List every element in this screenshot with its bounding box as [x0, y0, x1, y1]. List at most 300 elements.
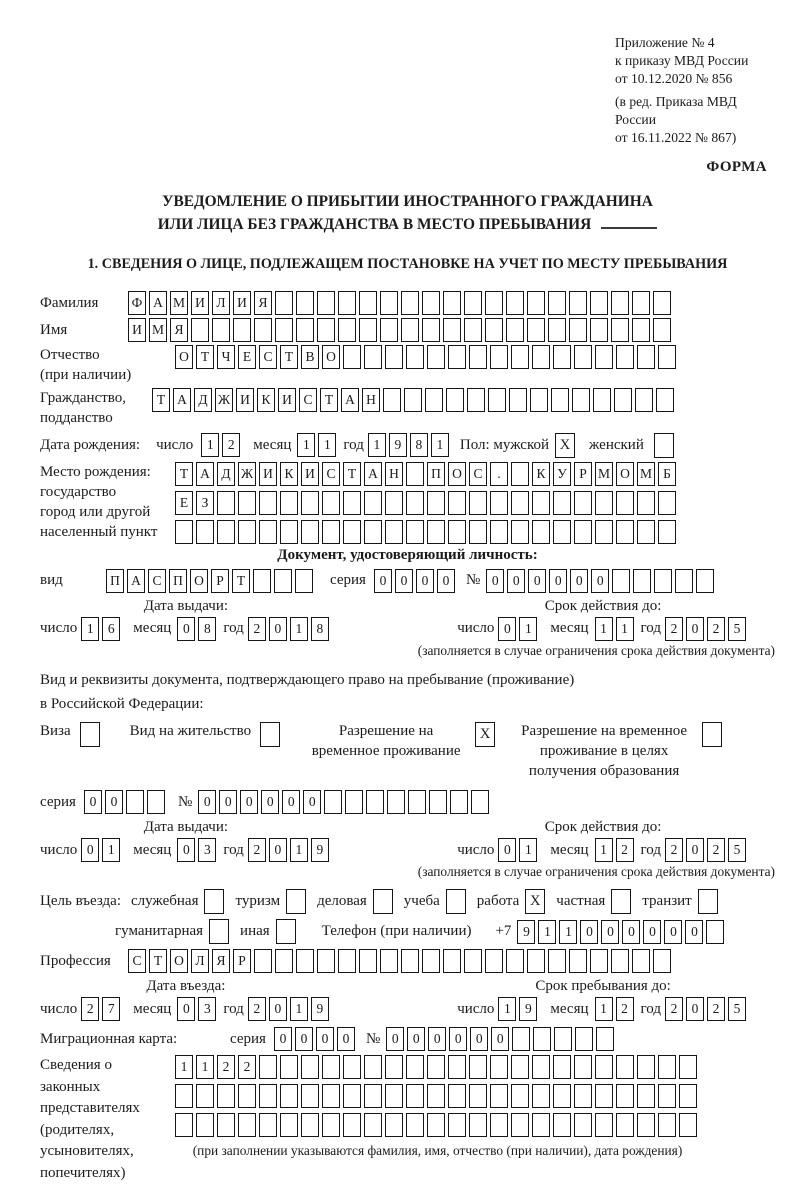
char-box[interactable] — [616, 520, 634, 544]
char-box[interactable]: В — [301, 345, 319, 369]
char-box[interactable] — [280, 1055, 298, 1079]
char-box[interactable] — [616, 1084, 634, 1108]
char-box[interactable] — [343, 1084, 361, 1108]
char-box[interactable] — [364, 1055, 382, 1079]
char-box[interactable]: Т — [152, 388, 170, 412]
char-box[interactable] — [574, 1084, 592, 1108]
char-box[interactable] — [280, 1084, 298, 1108]
char-box[interactable] — [553, 345, 571, 369]
char-box[interactable] — [658, 491, 676, 515]
char-box[interactable]: 9 — [311, 838, 329, 862]
char-box[interactable] — [385, 345, 403, 369]
char-box[interactable] — [675, 569, 693, 593]
char-box[interactable] — [637, 491, 655, 515]
char-box[interactable] — [448, 520, 466, 544]
char-box[interactable] — [696, 569, 714, 593]
char-box[interactable]: Т — [175, 462, 193, 486]
char-box[interactable] — [280, 1113, 298, 1137]
char-box[interactable]: 8 — [311, 617, 329, 641]
char-box[interactable] — [238, 520, 256, 544]
char-box[interactable]: И — [236, 388, 254, 412]
char-box[interactable]: П — [427, 462, 445, 486]
char-box[interactable]: 0 — [601, 920, 619, 944]
char-box[interactable]: К — [280, 462, 298, 486]
char-box[interactable] — [406, 520, 424, 544]
char-box[interactable]: 0 — [177, 617, 195, 641]
char-box[interactable] — [574, 345, 592, 369]
char-box[interactable]: 1 — [595, 838, 613, 862]
char-box[interactable]: 8 — [198, 617, 216, 641]
char-box[interactable] — [632, 318, 650, 342]
char-box[interactable]: 2 — [248, 838, 266, 862]
char-box[interactable] — [530, 388, 548, 412]
temp-residence-checkbox[interactable]: X — [475, 722, 495, 747]
char-box[interactable]: 2 — [81, 997, 99, 1021]
char-box[interactable] — [569, 318, 587, 342]
char-box[interactable] — [364, 520, 382, 544]
char-box[interactable] — [450, 790, 468, 814]
char-box[interactable]: Л — [191, 949, 209, 973]
char-box[interactable] — [511, 491, 529, 515]
char-box[interactable]: 1 — [102, 838, 120, 862]
purpose-business-checkbox[interactable] — [373, 889, 393, 914]
char-box[interactable] — [469, 345, 487, 369]
char-box[interactable]: Е — [238, 345, 256, 369]
char-box[interactable]: О — [170, 949, 188, 973]
char-box[interactable] — [574, 491, 592, 515]
char-box[interactable]: 0 — [269, 617, 287, 641]
char-box[interactable] — [464, 318, 482, 342]
char-box[interactable] — [658, 520, 676, 544]
sex-female-checkbox[interactable] — [654, 433, 674, 458]
char-box[interactable]: 2 — [616, 838, 634, 862]
char-box[interactable]: 0 — [386, 1027, 404, 1051]
char-box[interactable] — [635, 388, 653, 412]
char-box[interactable]: 1 — [616, 617, 634, 641]
char-box[interactable]: М — [170, 291, 188, 315]
char-box[interactable] — [527, 318, 545, 342]
char-box[interactable] — [553, 1113, 571, 1137]
char-box[interactable]: 9 — [389, 433, 407, 457]
char-box[interactable]: 0 — [428, 1027, 446, 1051]
char-box[interactable] — [338, 949, 356, 973]
char-box[interactable]: 2 — [217, 1055, 235, 1079]
char-box[interactable] — [259, 1055, 277, 1079]
char-box[interactable] — [611, 318, 629, 342]
char-box[interactable]: 0 — [374, 569, 392, 593]
sex-male-checkbox[interactable]: X — [555, 433, 575, 458]
char-box[interactable] — [259, 1113, 277, 1137]
char-box[interactable] — [448, 1084, 466, 1108]
char-box[interactable]: Ж — [215, 388, 233, 412]
char-box[interactable] — [569, 949, 587, 973]
purpose-study-checkbox[interactable] — [446, 889, 466, 914]
char-box[interactable]: 1 — [595, 617, 613, 641]
char-box[interactable]: 1 — [519, 617, 537, 641]
char-box[interactable]: П — [169, 569, 187, 593]
char-box[interactable]: 2 — [707, 617, 725, 641]
char-box[interactable] — [126, 790, 144, 814]
char-box[interactable] — [595, 491, 613, 515]
char-box[interactable] — [295, 569, 313, 593]
char-box[interactable]: Т — [149, 949, 167, 973]
char-box[interactable] — [364, 491, 382, 515]
char-box[interactable] — [574, 1113, 592, 1137]
char-box[interactable] — [254, 318, 272, 342]
char-box[interactable]: А — [341, 388, 359, 412]
char-box[interactable] — [147, 790, 165, 814]
char-box[interactable]: 9 — [519, 997, 537, 1021]
char-box[interactable]: 0 — [686, 997, 704, 1021]
char-box[interactable] — [679, 1084, 697, 1108]
char-box[interactable]: С — [469, 462, 487, 486]
char-box[interactable]: Я — [170, 318, 188, 342]
purpose-transit-checkbox[interactable] — [698, 889, 718, 914]
char-box[interactable] — [275, 291, 293, 315]
char-box[interactable] — [401, 291, 419, 315]
char-box[interactable] — [706, 920, 724, 944]
char-box[interactable]: И — [128, 318, 146, 342]
char-box[interactable] — [406, 1084, 424, 1108]
char-box[interactable] — [217, 520, 235, 544]
char-box[interactable] — [359, 291, 377, 315]
char-box[interactable]: 0 — [177, 838, 195, 862]
char-box[interactable]: 2 — [248, 997, 266, 1021]
char-box[interactable] — [575, 1027, 593, 1051]
char-box[interactable] — [322, 1113, 340, 1137]
char-box[interactable]: Т — [320, 388, 338, 412]
char-box[interactable] — [469, 520, 487, 544]
purpose-other-checkbox[interactable] — [276, 919, 296, 944]
char-box[interactable] — [217, 1113, 235, 1137]
char-box[interactable]: 2 — [665, 997, 683, 1021]
purpose-work-checkbox[interactable]: X — [525, 889, 545, 914]
char-box[interactable]: 0 — [437, 569, 455, 593]
char-box[interactable] — [443, 949, 461, 973]
purpose-private-checkbox[interactable] — [611, 889, 631, 914]
char-box[interactable] — [511, 345, 529, 369]
char-box[interactable] — [553, 520, 571, 544]
char-box[interactable]: О — [322, 345, 340, 369]
char-box[interactable] — [427, 1055, 445, 1079]
char-box[interactable] — [301, 520, 319, 544]
char-box[interactable]: Я — [254, 291, 272, 315]
char-box[interactable]: 2 — [665, 838, 683, 862]
char-box[interactable]: . — [490, 462, 508, 486]
char-box[interactable] — [612, 569, 630, 593]
char-box[interactable]: 1 — [297, 433, 315, 457]
char-box[interactable]: 0 — [269, 997, 287, 1021]
char-box[interactable]: 5 — [728, 997, 746, 1021]
char-box[interactable] — [443, 291, 461, 315]
char-box[interactable]: 0 — [643, 920, 661, 944]
purpose-tourism-checkbox[interactable] — [286, 889, 306, 914]
temp-residence-edu-checkbox[interactable] — [702, 722, 722, 747]
char-box[interactable] — [658, 1113, 676, 1137]
char-box[interactable]: 0 — [580, 920, 598, 944]
char-box[interactable] — [406, 1113, 424, 1137]
char-box[interactable] — [301, 491, 319, 515]
char-box[interactable]: 5 — [728, 617, 746, 641]
char-box[interactable]: А — [364, 462, 382, 486]
char-box[interactable] — [317, 291, 335, 315]
char-box[interactable] — [490, 491, 508, 515]
char-box[interactable] — [259, 1084, 277, 1108]
char-box[interactable] — [469, 1113, 487, 1137]
char-box[interactable] — [385, 1084, 403, 1108]
char-box[interactable] — [275, 949, 293, 973]
char-box[interactable]: С — [148, 569, 166, 593]
char-box[interactable] — [532, 1084, 550, 1108]
char-box[interactable]: Б — [658, 462, 676, 486]
char-box[interactable] — [574, 520, 592, 544]
char-box[interactable] — [364, 1084, 382, 1108]
char-box[interactable] — [448, 1113, 466, 1137]
char-box[interactable] — [533, 1027, 551, 1051]
char-box[interactable] — [637, 1055, 655, 1079]
char-box[interactable] — [572, 388, 590, 412]
char-box[interactable]: 1 — [81, 617, 99, 641]
char-box[interactable]: 0 — [549, 569, 567, 593]
char-box[interactable] — [614, 388, 632, 412]
char-box[interactable]: З — [196, 491, 214, 515]
char-box[interactable] — [217, 1084, 235, 1108]
char-box[interactable]: 1 — [519, 838, 537, 862]
char-box[interactable]: С — [259, 345, 277, 369]
char-box[interactable] — [512, 1027, 530, 1051]
char-box[interactable]: 0 — [219, 790, 237, 814]
char-box[interactable]: И — [301, 462, 319, 486]
char-box[interactable]: Т — [280, 345, 298, 369]
char-box[interactable] — [385, 491, 403, 515]
char-box[interactable] — [596, 1027, 614, 1051]
char-box[interactable] — [616, 1055, 634, 1079]
char-box[interactable] — [490, 1084, 508, 1108]
char-box[interactable]: 1 — [201, 433, 219, 457]
char-box[interactable] — [280, 491, 298, 515]
char-box[interactable] — [464, 291, 482, 315]
char-box[interactable]: 0 — [177, 997, 195, 1021]
char-box[interactable] — [275, 318, 293, 342]
char-box[interactable]: Т — [196, 345, 214, 369]
char-box[interactable] — [175, 520, 193, 544]
char-box[interactable]: Е — [175, 491, 193, 515]
char-box[interactable]: Ф — [128, 291, 146, 315]
char-box[interactable]: 0 — [105, 790, 123, 814]
char-box[interactable]: 0 — [570, 569, 588, 593]
char-box[interactable] — [467, 388, 485, 412]
char-box[interactable] — [238, 1113, 256, 1137]
char-box[interactable]: 1 — [318, 433, 336, 457]
char-box[interactable]: 1 — [559, 920, 577, 944]
char-box[interactable]: 2 — [238, 1055, 256, 1079]
char-box[interactable] — [343, 1113, 361, 1137]
char-box[interactable]: 9 — [517, 920, 535, 944]
char-box[interactable]: 1 — [595, 997, 613, 1021]
char-box[interactable]: 0 — [507, 569, 525, 593]
char-box[interactable] — [175, 1084, 193, 1108]
char-box[interactable]: 0 — [295, 1027, 313, 1051]
char-box[interactable] — [590, 291, 608, 315]
char-box[interactable] — [637, 1113, 655, 1137]
char-box[interactable] — [511, 1113, 529, 1137]
char-box[interactable]: 0 — [591, 569, 609, 593]
purpose-official-checkbox[interactable] — [204, 889, 224, 914]
char-box[interactable]: А — [196, 462, 214, 486]
char-box[interactable] — [448, 345, 466, 369]
char-box[interactable]: О — [190, 569, 208, 593]
char-box[interactable] — [427, 1113, 445, 1137]
char-box[interactable] — [422, 949, 440, 973]
char-box[interactable] — [345, 790, 363, 814]
char-box[interactable]: 0 — [622, 920, 640, 944]
char-box[interactable]: 1 — [290, 617, 308, 641]
char-box[interactable]: И — [259, 462, 277, 486]
char-box[interactable] — [616, 491, 634, 515]
char-box[interactable] — [637, 520, 655, 544]
char-box[interactable] — [511, 520, 529, 544]
char-box[interactable]: Л — [212, 291, 230, 315]
char-box[interactable]: М — [595, 462, 613, 486]
char-box[interactable] — [296, 291, 314, 315]
char-box[interactable]: 0 — [269, 838, 287, 862]
char-box[interactable] — [359, 318, 377, 342]
char-box[interactable]: И — [191, 291, 209, 315]
char-box[interactable] — [406, 1055, 424, 1079]
char-box[interactable] — [595, 1055, 613, 1079]
char-box[interactable] — [553, 1084, 571, 1108]
char-box[interactable]: О — [175, 345, 193, 369]
char-box[interactable] — [590, 949, 608, 973]
char-box[interactable] — [658, 345, 676, 369]
char-box[interactable] — [385, 520, 403, 544]
char-box[interactable] — [338, 318, 356, 342]
char-box[interactable] — [469, 1084, 487, 1108]
char-box[interactable] — [679, 1055, 697, 1079]
char-box[interactable]: Д — [217, 462, 235, 486]
char-box[interactable] — [301, 1055, 319, 1079]
char-box[interactable] — [380, 318, 398, 342]
char-box[interactable] — [427, 491, 445, 515]
char-box[interactable] — [196, 1113, 214, 1137]
char-box[interactable] — [191, 318, 209, 342]
char-box[interactable]: Я — [212, 949, 230, 973]
char-box[interactable] — [616, 345, 634, 369]
char-box[interactable] — [343, 491, 361, 515]
char-box[interactable] — [611, 291, 629, 315]
char-box[interactable] — [343, 520, 361, 544]
char-box[interactable]: 0 — [686, 838, 704, 862]
char-box[interactable]: 2 — [665, 617, 683, 641]
char-box[interactable] — [238, 1084, 256, 1108]
char-box[interactable] — [274, 569, 292, 593]
char-box[interactable] — [490, 1113, 508, 1137]
char-box[interactable] — [616, 1113, 634, 1137]
char-box[interactable]: 0 — [686, 617, 704, 641]
char-box[interactable] — [343, 1055, 361, 1079]
char-box[interactable] — [532, 491, 550, 515]
char-box[interactable] — [532, 1113, 550, 1137]
char-box[interactable] — [506, 291, 524, 315]
char-box[interactable]: 3 — [198, 997, 216, 1021]
char-box[interactable]: М — [637, 462, 655, 486]
char-box[interactable] — [532, 1055, 550, 1079]
char-box[interactable]: 0 — [316, 1027, 334, 1051]
char-box[interactable] — [446, 388, 464, 412]
char-box[interactable] — [233, 318, 251, 342]
char-box[interactable]: Ч — [217, 345, 235, 369]
char-box[interactable] — [595, 520, 613, 544]
char-box[interactable]: Р — [211, 569, 229, 593]
char-box[interactable]: 1 — [538, 920, 556, 944]
char-box[interactable]: 0 — [303, 790, 321, 814]
char-box[interactable]: 0 — [416, 569, 434, 593]
char-box[interactable] — [196, 1084, 214, 1108]
char-box[interactable]: С — [299, 388, 317, 412]
char-box[interactable] — [322, 1055, 340, 1079]
char-box[interactable]: 0 — [282, 790, 300, 814]
char-box[interactable] — [343, 345, 361, 369]
char-box[interactable] — [658, 1084, 676, 1108]
char-box[interactable] — [637, 1084, 655, 1108]
char-box[interactable]: Д — [194, 388, 212, 412]
char-box[interactable] — [338, 291, 356, 315]
char-box[interactable] — [527, 949, 545, 973]
char-box[interactable]: 0 — [685, 920, 703, 944]
purpose-humanitarian-checkbox[interactable] — [209, 919, 229, 944]
char-box[interactable]: 0 — [261, 790, 279, 814]
visa-checkbox[interactable] — [80, 722, 100, 747]
char-box[interactable] — [406, 462, 424, 486]
char-box[interactable] — [259, 520, 277, 544]
char-box[interactable] — [490, 520, 508, 544]
char-box[interactable] — [427, 1084, 445, 1108]
char-box[interactable] — [511, 1055, 529, 1079]
char-box[interactable] — [425, 388, 443, 412]
char-box[interactable] — [469, 491, 487, 515]
char-box[interactable]: 5 — [728, 838, 746, 862]
char-box[interactable]: Р — [574, 462, 592, 486]
char-box[interactable] — [301, 1084, 319, 1108]
char-box[interactable]: 0 — [337, 1027, 355, 1051]
char-box[interactable] — [633, 569, 651, 593]
char-box[interactable]: 0 — [528, 569, 546, 593]
char-box[interactable] — [653, 949, 671, 973]
char-box[interactable]: 0 — [198, 790, 216, 814]
char-box[interactable] — [301, 1113, 319, 1137]
char-box[interactable] — [471, 790, 489, 814]
char-box[interactable] — [448, 491, 466, 515]
char-box[interactable] — [212, 318, 230, 342]
char-box[interactable]: 0 — [486, 569, 504, 593]
char-box[interactable] — [658, 1055, 676, 1079]
char-box[interactable] — [593, 388, 611, 412]
char-box[interactable] — [656, 388, 674, 412]
char-box[interactable]: У — [553, 462, 571, 486]
char-box[interactable] — [548, 291, 566, 315]
char-box[interactable] — [422, 318, 440, 342]
char-box[interactable] — [632, 949, 650, 973]
char-box[interactable]: 0 — [240, 790, 258, 814]
char-box[interactable]: 2 — [707, 997, 725, 1021]
char-box[interactable] — [401, 318, 419, 342]
char-box[interactable]: 1 — [431, 433, 449, 457]
char-box[interactable]: 0 — [470, 1027, 488, 1051]
char-box[interactable]: 2 — [222, 433, 240, 457]
char-box[interactable] — [679, 1113, 697, 1137]
char-box[interactable] — [406, 345, 424, 369]
char-box[interactable]: С — [322, 462, 340, 486]
